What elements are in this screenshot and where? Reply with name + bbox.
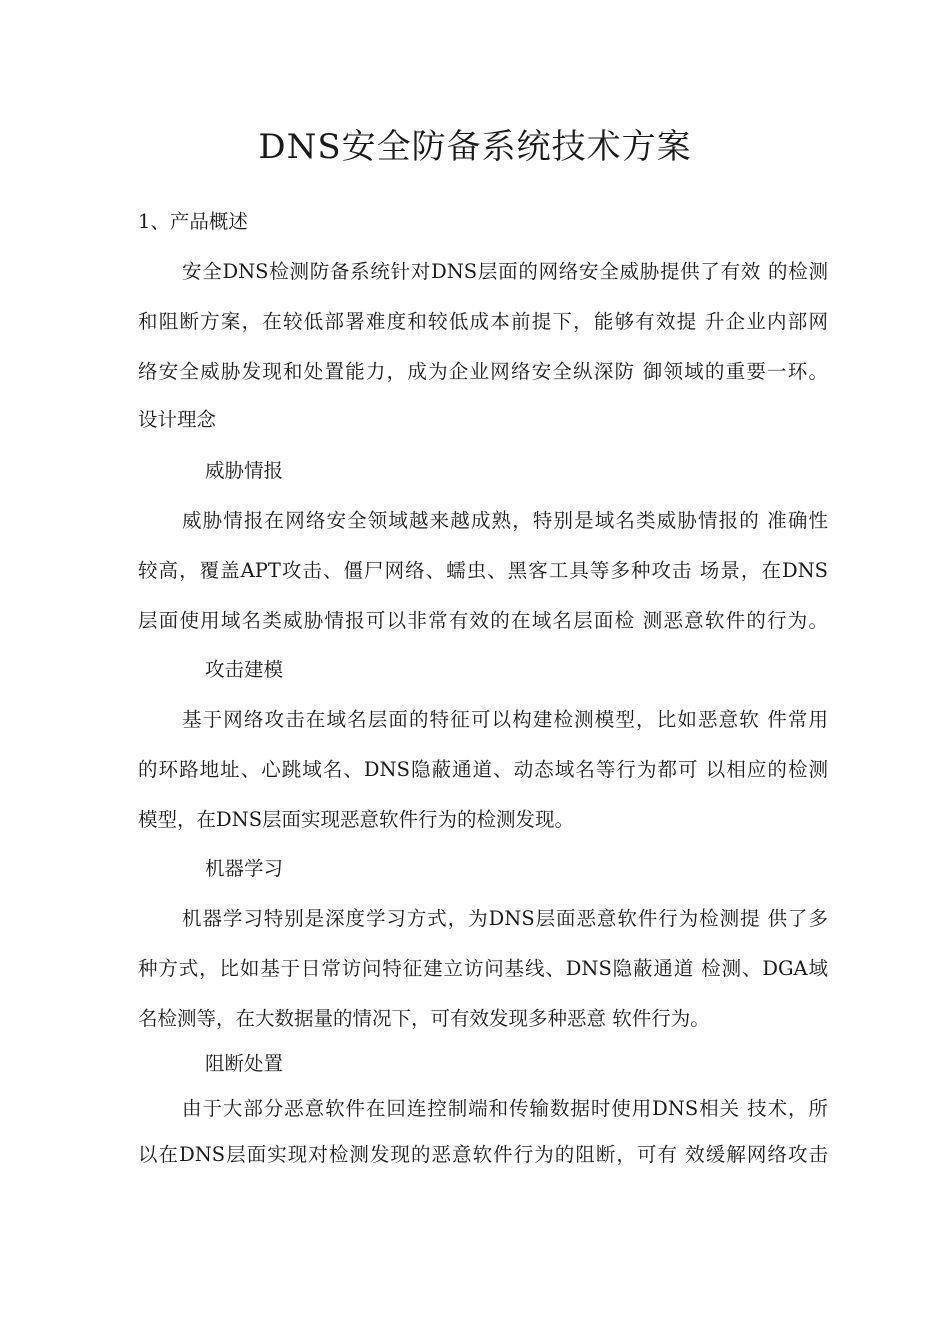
- paragraph-line: 种方式，比如基于日常访问特征建立访问基线、DNS隐蔽通道 检测、DGA域: [138, 957, 828, 980]
- paragraph-line: 和阻断方案，在较低部署难度和较低成本前提下，能够有效提 升企业内部网: [138, 310, 828, 333]
- paragraph-line: 较高，覆盖APT攻击、僵尸网络、蠕虫、黑客工具等多种攻击 场景，在DNS: [138, 559, 828, 582]
- section-heading-design-concept: 设计理念: [138, 408, 217, 431]
- paragraph-line: 名检测等，在大数据量的情况下，可有效发现多种恶意 软件行为。: [138, 1007, 710, 1030]
- paragraph-line: 以在DNS层面实现对检测发现的恶意软件行为的阻断，可有 效缓解网络攻击: [138, 1143, 828, 1166]
- subheading-blocking: 阻断处置: [205, 1052, 284, 1075]
- section-heading-product-overview: 1、产品概述: [138, 210, 248, 233]
- paragraph-line: 模型，在DNS层面实现恶意软件行为的检测发现。: [138, 808, 575, 831]
- paragraph-line: 络安全威胁发现和处置能力，成为企业网络安全纵深防 御领域的重要一环。: [138, 360, 828, 383]
- document-title: DNS安全防备系统技术方案: [258, 127, 692, 167]
- subheading-attack-modeling: 攻击建模: [205, 658, 284, 681]
- paragraph-line: 的环路地址、心跳域名、DNS隐蔽通道、动态域名等行为都可 以相应的检测: [138, 758, 828, 781]
- paragraph-line: 机器学习特别是深度学习方式，为DNS层面恶意软件行为检测提 供了多: [182, 907, 828, 930]
- paragraph-line: 基于网络攻击在域名层面的特征可以构建检测模型，比如恶意软 件常用: [182, 708, 828, 731]
- paragraph-line: 威胁情报在网络安全领域越来越成熟，特别是域名类威胁情报的 准确性: [182, 509, 828, 532]
- paragraph-line: 层面使用域名类威胁情报可以非常有效的在域名层面检 测恶意软件的行为。: [138, 609, 828, 632]
- subheading-threat-intel: 威胁情报: [205, 459, 284, 482]
- paragraph-line: 由于大部分恶意软件在回连控制端和传输数据时使用DNS相关 技术，所: [182, 1097, 828, 1120]
- subheading-machine-learning: 机器学习: [205, 857, 284, 880]
- paragraph-line: 安全DNS检测防备系统针对DNS层面的网络安全威胁提供了有效 的检测: [182, 260, 828, 283]
